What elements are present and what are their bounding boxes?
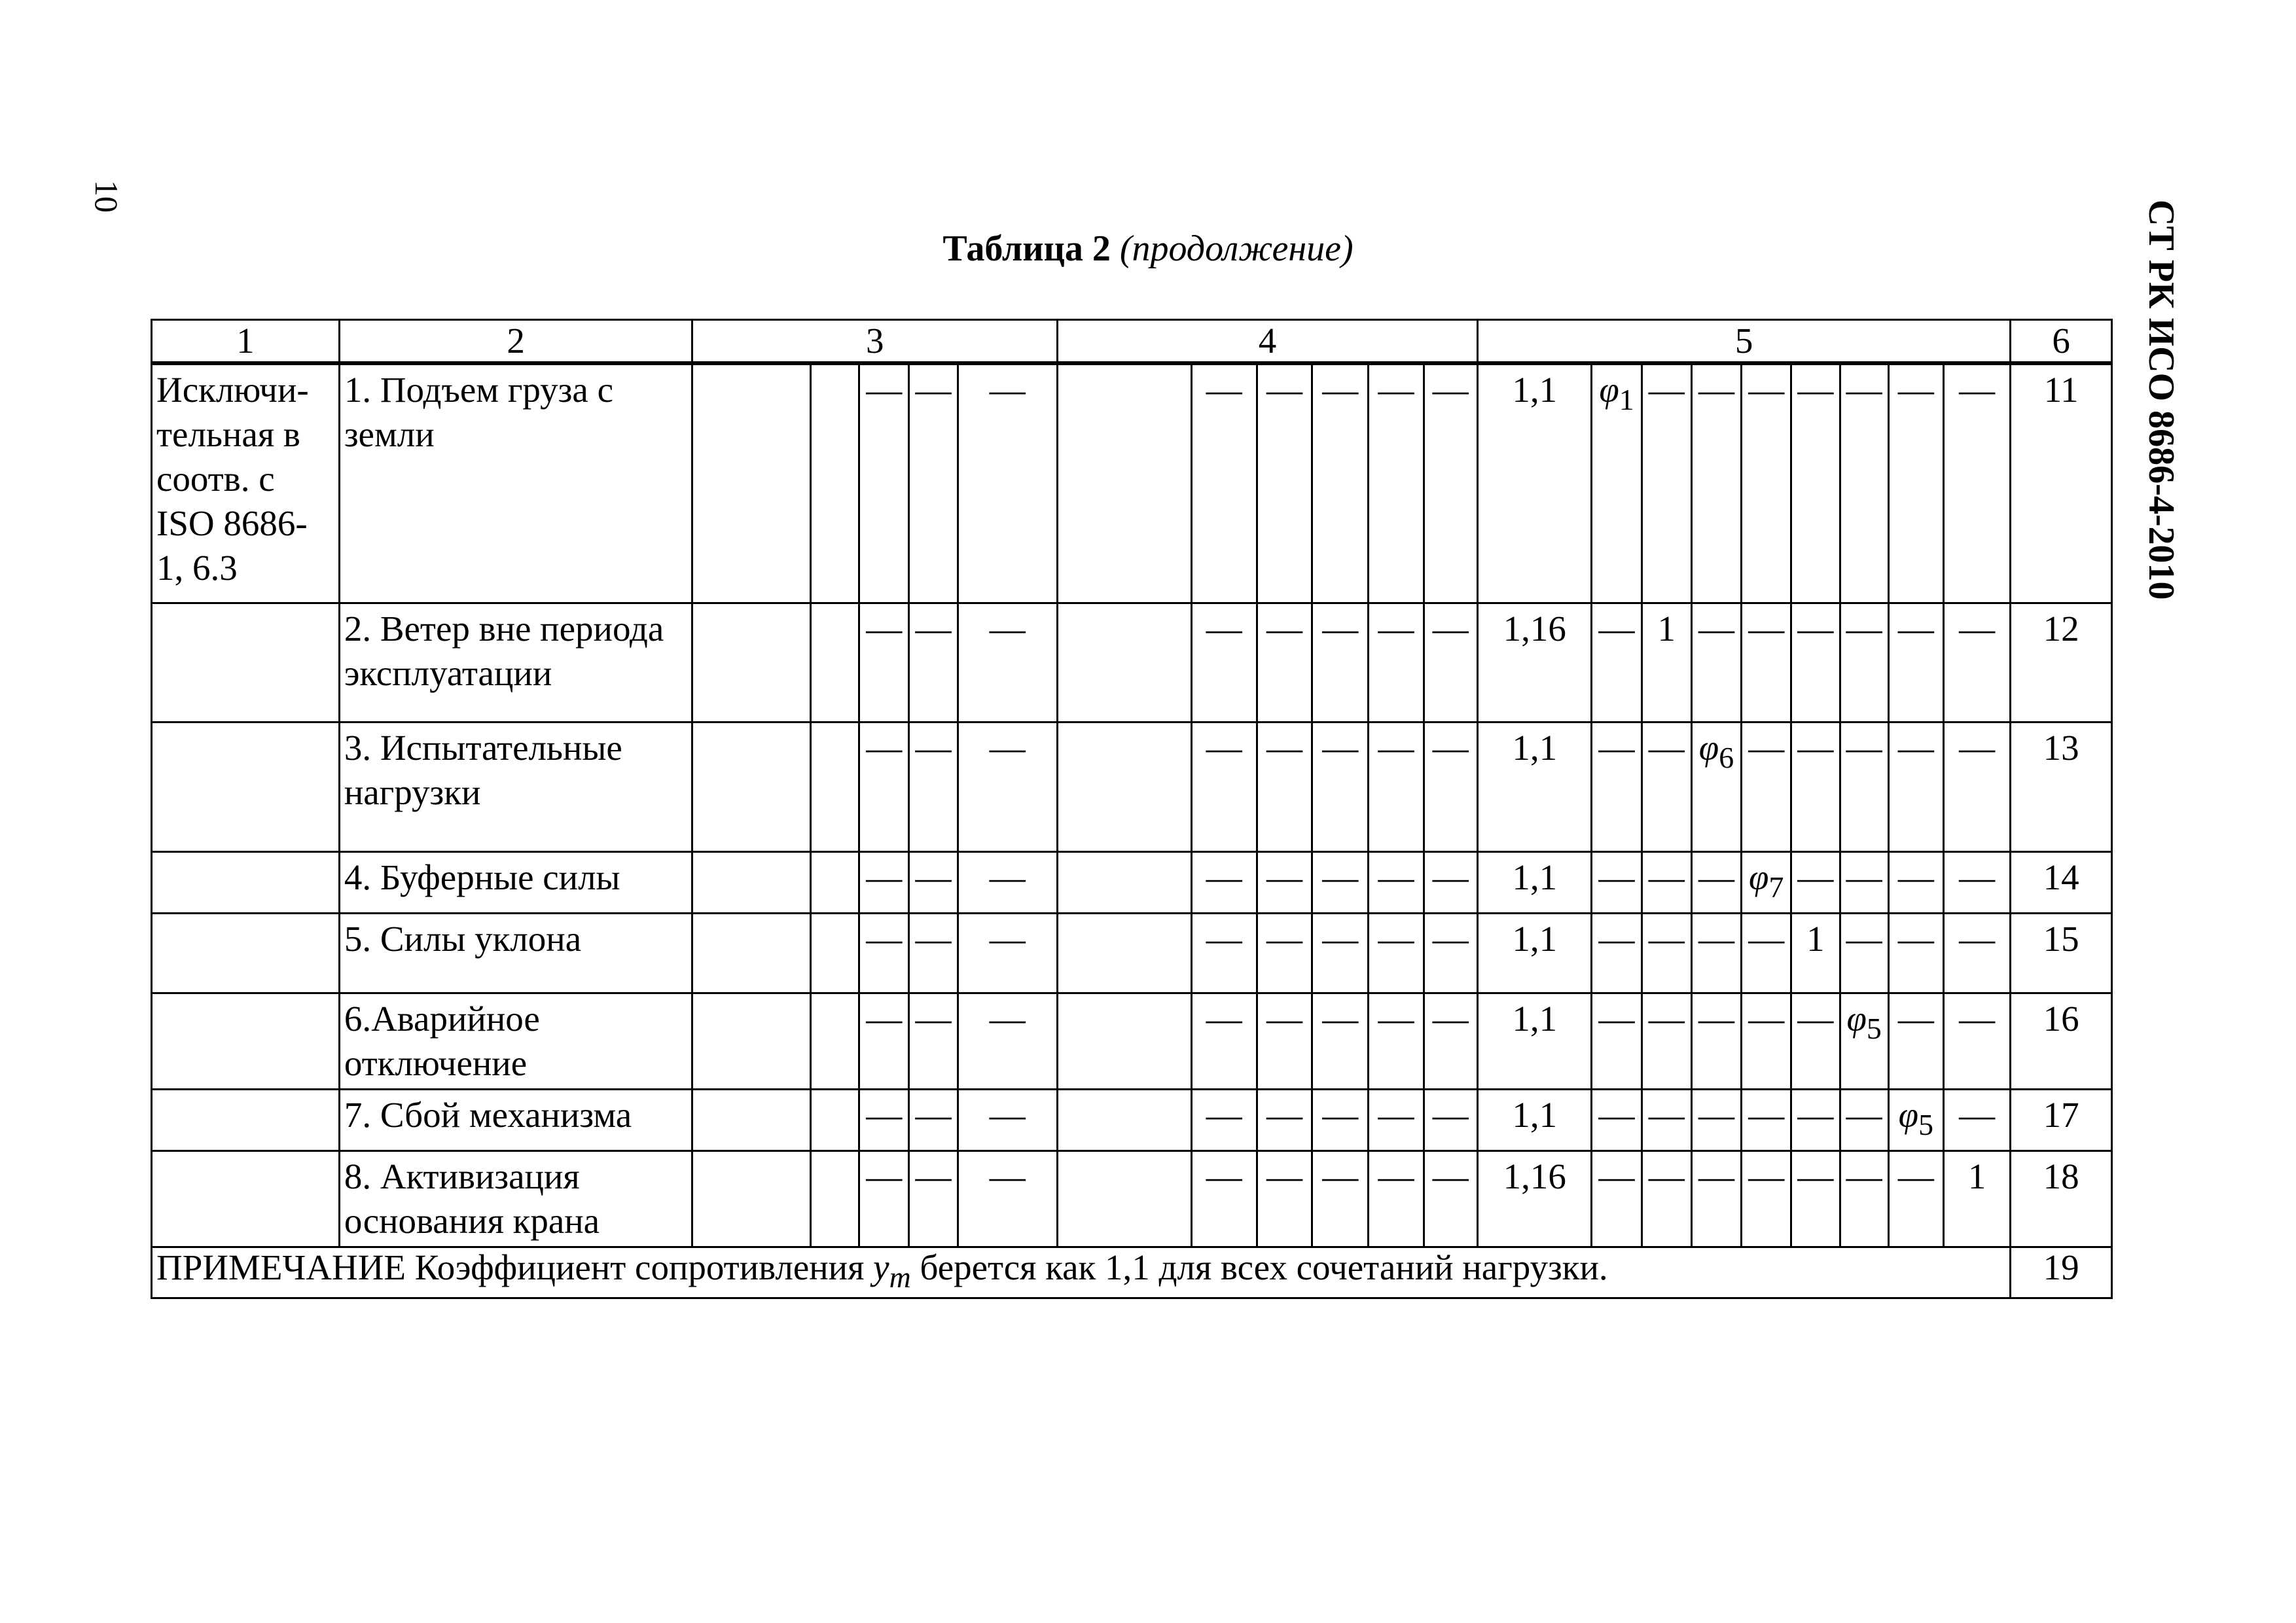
factor-cell: —: [1840, 722, 1888, 851]
group4-dash-cell: —: [1257, 603, 1312, 722]
load-combination-cell: 4. Буферные силы: [339, 851, 692, 913]
group4-dash-cell: —: [1424, 603, 1477, 722]
group4-dash-cell: —: [1312, 851, 1369, 913]
factor-cell: —: [1943, 851, 2010, 913]
group3-dash-cell: —: [958, 722, 1058, 851]
phi-factor: φ: [1846, 998, 1867, 1039]
resistance-coefficient-symbol: y: [873, 1247, 889, 1287]
group3-dash-cell: —: [859, 363, 909, 603]
factor-cell: —: [1888, 913, 1943, 993]
factor-cell: —: [1592, 993, 1641, 1089]
factor-cell: 1: [1641, 603, 1691, 722]
factor-cell: —: [1943, 722, 2010, 851]
factor-cell: 1: [1791, 913, 1840, 993]
note-text-before: ПРИМЕЧАНИЕ Коэффициент сопротивления: [156, 1247, 874, 1287]
group4-empty-cell: [1058, 1150, 1192, 1247]
factor-cell: —: [1943, 363, 2010, 603]
group4-empty-cell: [1058, 993, 1192, 1089]
resistance-coefficient-subscript: m: [889, 1260, 911, 1294]
phi-subscript: 6: [1719, 740, 1734, 774]
partial-coefficient-cell: 1,1: [1477, 363, 1592, 603]
table-row: [152, 913, 2112, 993]
group3-empty-cell: [810, 603, 859, 722]
factor-cell: —: [1888, 603, 1943, 722]
factor-cell: —: [1742, 913, 1791, 993]
phi-subscript: 5: [1866, 1011, 1882, 1045]
row-number-cell: 14: [2011, 851, 2112, 913]
group4-dash-cell: —: [1191, 1150, 1257, 1247]
load-combinations-table: [151, 319, 2113, 1299]
factor-cell: —: [1691, 913, 1741, 993]
factor-cell: —: [1592, 913, 1641, 993]
group3-dash-cell: —: [859, 722, 909, 851]
factor-cell: —: [1691, 1089, 1741, 1150]
group4-dash-cell: —: [1257, 1089, 1312, 1150]
group4-empty-cell: [1058, 603, 1192, 722]
group4-dash-cell: —: [1369, 851, 1424, 913]
load-combination-cell: 6.Аварийное отключение: [339, 993, 692, 1089]
factor-cell: [1742, 851, 1791, 913]
partial-coefficient-cell: 1,16: [1477, 1150, 1592, 1247]
group4-empty-cell: [1058, 913, 1192, 993]
group3-dash-cell: —: [909, 1150, 958, 1247]
group3-empty-cell: [692, 363, 811, 603]
group3-dash-cell: —: [958, 993, 1058, 1089]
factor-cell: —: [1641, 722, 1691, 851]
group4-dash-cell: —: [1424, 913, 1477, 993]
group3-empty-cell: [692, 1089, 811, 1150]
row-number-cell: 15: [2011, 913, 2112, 993]
factor-cell: —: [1943, 993, 2010, 1089]
partial-coefficient-cell: 1,1: [1477, 722, 1592, 851]
factor-cell: —: [1742, 1150, 1791, 1247]
header-col-1: 1: [152, 320, 340, 364]
load-category-cell: [152, 913, 340, 993]
load-combination-cell: 7. Сбой механизма: [339, 1089, 692, 1150]
group3-empty-cell: [810, 1089, 859, 1150]
group4-dash-cell: —: [1191, 1089, 1257, 1150]
group4-dash-cell: —: [1257, 722, 1312, 851]
group4-dash-cell: —: [1312, 993, 1369, 1089]
group4-dash-cell: —: [1312, 1089, 1369, 1150]
header-col-5: 5: [1477, 320, 2010, 364]
group3-dash-cell: —: [859, 603, 909, 722]
factor-cell: —: [1691, 603, 1741, 722]
group4-empty-cell: [1058, 1089, 1192, 1150]
group3-dash-cell: —: [958, 1150, 1058, 1247]
group4-dash-cell: —: [1424, 851, 1477, 913]
group3-dash-cell: —: [958, 1089, 1058, 1150]
group4-dash-cell: —: [1191, 913, 1257, 993]
group4-dash-cell: —: [1191, 993, 1257, 1089]
group3-dash-cell: —: [909, 993, 958, 1089]
page-number: 10: [88, 180, 125, 213]
factor-cell: —: [1641, 1089, 1691, 1150]
factor-cell: —: [1888, 851, 1943, 913]
phi-factor: φ: [1749, 857, 1769, 897]
group3-dash-cell: —: [859, 913, 909, 993]
factor-cell: —: [1840, 363, 1888, 603]
load-category-cell: [152, 1150, 340, 1247]
phi-factor: φ: [1898, 1094, 1919, 1135]
factor-cell: —: [1691, 851, 1741, 913]
load-combination-cell: 5. Силы уклона: [339, 913, 692, 993]
group3-dash-cell: —: [958, 913, 1058, 993]
factor-cell: —: [1791, 722, 1840, 851]
row-number-cell: 19: [2011, 1247, 2112, 1298]
factor-cell: —: [1943, 1089, 2010, 1150]
table-row: [152, 851, 2112, 913]
factor-cell: —: [1791, 851, 1840, 913]
group4-dash-cell: —: [1312, 913, 1369, 993]
factor-cell: —: [1888, 722, 1943, 851]
row-number-cell: 13: [2011, 722, 2112, 851]
group3-empty-cell: [810, 913, 859, 993]
load-category-cell: Исключи-тельная в соотв. с ISO 8686-1, 6.3: [152, 363, 340, 603]
group3-empty-cell: [810, 722, 859, 851]
factor-cell: [1840, 993, 1888, 1089]
group4-dash-cell: —: [1312, 363, 1369, 603]
group3-empty-cell: [692, 722, 811, 851]
group4-dash-cell: —: [1257, 851, 1312, 913]
table-row: [152, 722, 2112, 851]
partial-coefficient-cell: 1,1: [1477, 913, 1592, 993]
group3-empty-cell: [810, 993, 859, 1089]
load-combination-cell: 8. Активизация основания крана: [339, 1150, 692, 1247]
partial-coefficient-cell: 1,16: [1477, 603, 1592, 722]
group3-dash-cell: —: [909, 1089, 958, 1150]
group4-dash-cell: —: [1312, 1150, 1369, 1247]
group4-dash-cell: —: [1257, 1150, 1312, 1247]
factor-cell: —: [1592, 851, 1641, 913]
header-col-6: 6: [2011, 320, 2112, 364]
factor-cell: —: [1592, 1150, 1641, 1247]
table-title: [0, 230, 2296, 267]
group4-dash-cell: —: [1424, 1150, 1477, 1247]
factor-cell: —: [1592, 603, 1641, 722]
factor-cell: —: [1840, 603, 1888, 722]
group3-dash-cell: —: [909, 363, 958, 603]
group4-dash-cell: —: [1369, 722, 1424, 851]
note-text-after: берется как 1,1 для всех сочетаний нагрузки.: [910, 1247, 1608, 1287]
group4-dash-cell: —: [1257, 363, 1312, 603]
factor-cell: —: [1641, 913, 1691, 993]
factor-cell: —: [1742, 363, 1791, 603]
group3-empty-cell: [692, 1150, 811, 1247]
document-code: СТ РК ИСО 8686-4-2010: [2141, 200, 2181, 600]
group3-dash-cell: —: [958, 363, 1058, 603]
group3-dash-cell: —: [958, 603, 1058, 722]
group4-dash-cell: —: [1369, 913, 1424, 993]
factor-cell: —: [1840, 913, 1888, 993]
group3-dash-cell: —: [859, 851, 909, 913]
factor-cell: —: [1592, 722, 1641, 851]
row-number-cell: 11: [2011, 363, 2112, 603]
group4-dash-cell: —: [1312, 722, 1369, 851]
factor-cell: —: [1691, 1150, 1741, 1247]
group4-empty-cell: [1058, 363, 1192, 603]
group4-dash-cell: —: [1424, 1089, 1477, 1150]
factor-cell: [1888, 1089, 1943, 1150]
factor-cell: —: [1791, 993, 1840, 1089]
factor-cell: —: [1791, 603, 1840, 722]
load-category-cell: [152, 1089, 340, 1150]
factor-cell: —: [1791, 363, 1840, 603]
table-row: [152, 1089, 2112, 1150]
factor-cell: —: [1641, 363, 1691, 603]
factor-cell: —: [1742, 603, 1791, 722]
group3-empty-cell: [810, 363, 859, 603]
group3-empty-cell: [810, 851, 859, 913]
load-combination-cell: 1. Подъем груза с земли: [339, 363, 692, 603]
partial-coefficient-cell: 1,1: [1477, 1089, 1592, 1150]
factor-cell: [1592, 363, 1641, 603]
table-title-continuation: (продолжение): [1119, 228, 1354, 269]
group4-dash-cell: —: [1191, 851, 1257, 913]
phi-factor: φ: [1599, 370, 1619, 410]
factor-cell: —: [1691, 363, 1741, 603]
group3-empty-cell: [692, 993, 811, 1089]
group4-dash-cell: —: [1191, 722, 1257, 851]
group4-dash-cell: —: [1369, 363, 1424, 603]
table-row: [152, 363, 2112, 603]
group4-dash-cell: —: [1424, 993, 1477, 1089]
factor-cell: —: [1791, 1089, 1840, 1150]
group4-dash-cell: —: [1424, 363, 1477, 603]
factor-cell: —: [1592, 1089, 1641, 1150]
group4-dash-cell: —: [1369, 603, 1424, 722]
factor-cell: —: [1943, 913, 2010, 993]
factor-cell: —: [1742, 993, 1791, 1089]
group3-dash-cell: —: [859, 1089, 909, 1150]
load-category-cell: [152, 851, 340, 913]
factor-cell: —: [1840, 1089, 1888, 1150]
factor-cell: —: [1840, 1150, 1888, 1247]
factor-cell: —: [1641, 1150, 1691, 1247]
load-combination-cell: 2. Ветер вне периода эксплуатации: [339, 603, 692, 722]
header-col-2: 2: [339, 320, 692, 364]
header-col-4: 4: [1058, 320, 1478, 364]
partial-coefficient-cell: 1,1: [1477, 993, 1592, 1089]
group4-dash-cell: —: [1191, 603, 1257, 722]
factor-cell: —: [1742, 722, 1791, 851]
factor-cell: —: [1791, 1150, 1840, 1247]
group4-dash-cell: —: [1424, 722, 1477, 851]
group4-dash-cell: —: [1257, 993, 1312, 1089]
group3-dash-cell: —: [909, 722, 958, 851]
table-row: [152, 993, 2112, 1089]
group3-empty-cell: [810, 1150, 859, 1247]
row-number-cell: 18: [2011, 1150, 2112, 1247]
table-title-label: Таблица 2: [942, 228, 1111, 269]
group4-empty-cell: [1058, 851, 1192, 913]
group4-dash-cell: —: [1191, 363, 1257, 603]
load-category-cell: [152, 722, 340, 851]
phi-subscript: 7: [1768, 870, 1784, 904]
phi-subscript: 1: [1619, 383, 1634, 416]
group4-dash-cell: —: [1369, 1150, 1424, 1247]
phi-subscript: 5: [1918, 1107, 1934, 1141]
header-row: [152, 320, 2112, 364]
factor-cell: —: [1691, 993, 1741, 1089]
factor-cell: —: [1888, 363, 1943, 603]
factor-cell: —: [1742, 1089, 1791, 1150]
factor-cell: —: [1641, 851, 1691, 913]
load-category-cell: [152, 603, 340, 722]
factor-cell: —: [1641, 993, 1691, 1089]
table-row: [152, 1150, 2112, 1247]
note-row: [152, 1247, 2112, 1298]
group3-dash-cell: —: [909, 913, 958, 993]
load-combination-cell: 3. Испытательные нагрузки: [339, 722, 692, 851]
group4-dash-cell: —: [1369, 1089, 1424, 1150]
group3-dash-cell: —: [909, 851, 958, 913]
factor-cell: —: [1840, 851, 1888, 913]
row-number-cell: 12: [2011, 603, 2112, 722]
group3-dash-cell: —: [958, 851, 1058, 913]
group4-empty-cell: [1058, 722, 1192, 851]
factor-cell: [1691, 722, 1741, 851]
group4-dash-cell: —: [1369, 993, 1424, 1089]
phi-factor: φ: [1698, 727, 1719, 768]
group4-dash-cell: —: [1257, 913, 1312, 993]
group3-empty-cell: [692, 603, 811, 722]
header-col-3: 3: [692, 320, 1058, 364]
group4-dash-cell: —: [1312, 603, 1369, 722]
group3-dash-cell: —: [859, 993, 909, 1089]
group3-dash-cell: —: [859, 1150, 909, 1247]
row-number-cell: 16: [2011, 993, 2112, 1089]
group3-dash-cell: —: [909, 603, 958, 722]
factor-cell: —: [1943, 603, 2010, 722]
factor-cell: 1: [1943, 1150, 2010, 1247]
factor-cell: —: [1888, 1150, 1943, 1247]
load-category-cell: [152, 993, 340, 1089]
group3-empty-cell: [692, 851, 811, 913]
row-number-cell: 17: [2011, 1089, 2112, 1150]
group3-empty-cell: [692, 913, 811, 993]
note-cell: [152, 1247, 2011, 1298]
partial-coefficient-cell: 1,1: [1477, 851, 1592, 913]
factor-cell: —: [1888, 993, 1943, 1089]
table-row: [152, 603, 2112, 722]
